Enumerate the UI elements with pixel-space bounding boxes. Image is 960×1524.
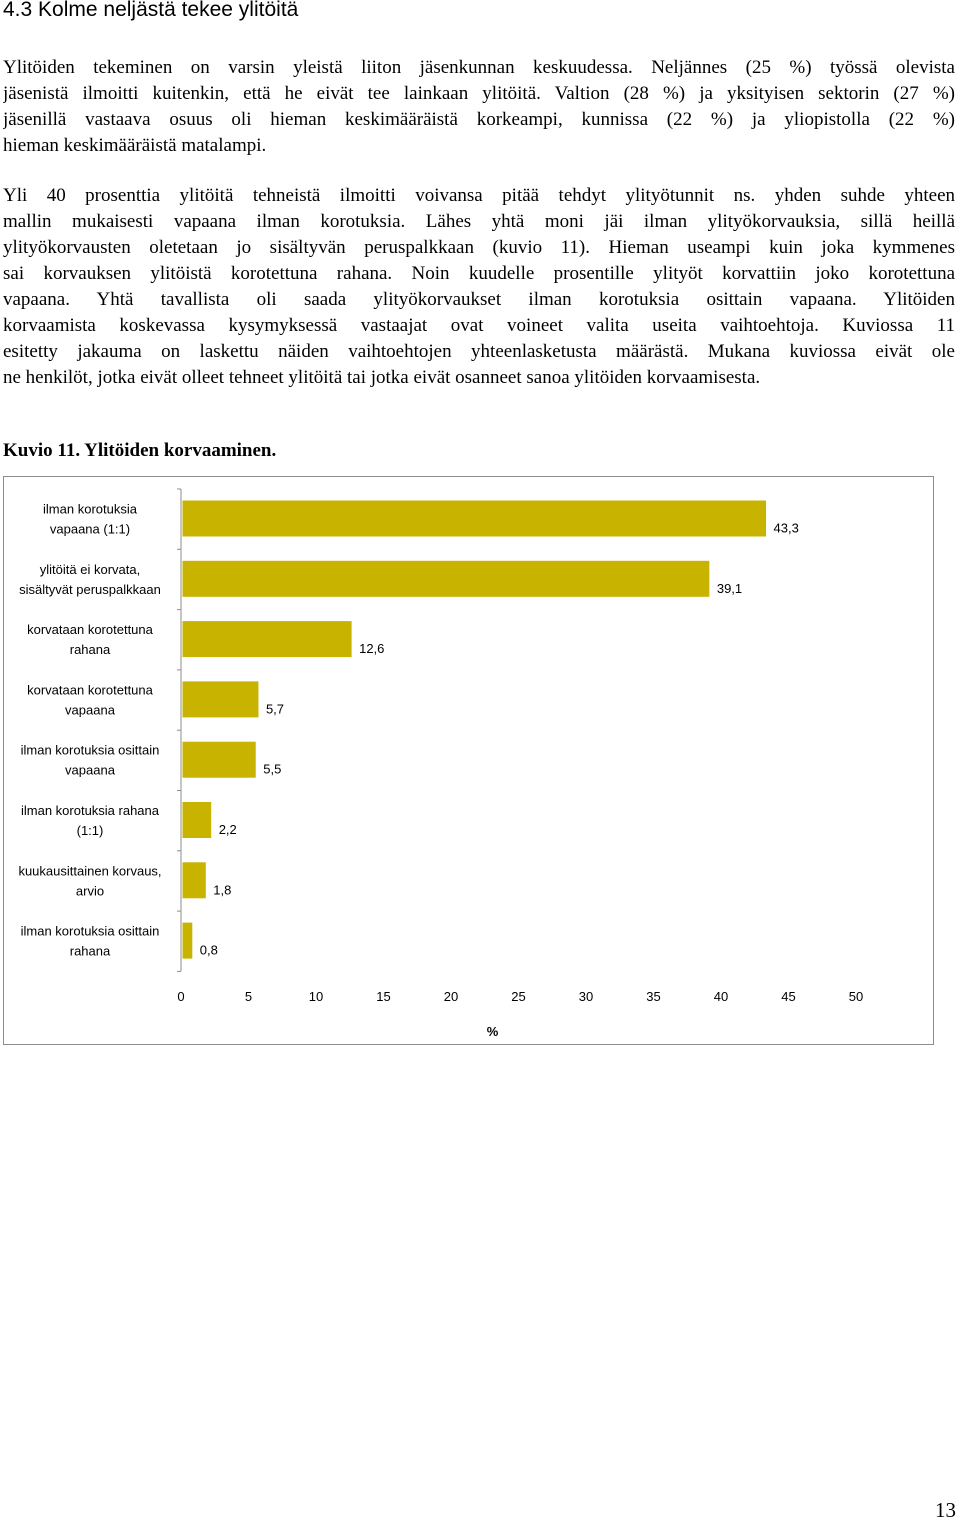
- x-tick-label: 10: [308, 989, 324, 1004]
- bar: [182, 681, 259, 718]
- value-label: 2,2: [218, 822, 237, 837]
- section-heading: 4.3 Kolme neljästä tekee ylitöitä: [3, 0, 299, 21]
- bar: [182, 802, 212, 839]
- category-label-line: korvataan korotettuna: [27, 622, 153, 638]
- category-label: [21, 743, 160, 778]
- x-tick-label: 30: [578, 989, 594, 1004]
- text-line: Yli 40 prosenttia ylitöitä tehneistä ilmoitti voivansa pitää tehdyt ylityötunnit ns. yhden suhde yhteen: [3, 185, 955, 206]
- category-label: [21, 924, 160, 959]
- category-label: [21, 803, 160, 838]
- category-label-line: vapaana (1:1): [49, 521, 131, 537]
- category-label-line: rahana: [69, 642, 111, 658]
- bar-chart-svg: [4, 477, 935, 1046]
- text-line: ne henkilöt, jotka eivät olleet tehneet ylitöitä tai jotka eivät osanneet sanoa ylitöiden korvaamisesta.: [3, 367, 761, 388]
- x-tick-label: 25: [511, 989, 526, 1004]
- page-number: 13: [935, 1498, 956, 1522]
- text-line: korvaamista koskevassa kysymyksessä vastaajat ovat voineet valita useita vaihtoehtoja. Kuviossa 11: [3, 315, 955, 336]
- bar-chart: [3, 476, 934, 1045]
- text-line: sai korvauksen ylitöistä korotettuna rahana. Noin kuudelle prosentille ylityöt korvattiin joko korotettuna: [3, 263, 955, 284]
- text-line: vapaana. Yhtä tavallista oli saada ylityökorvaukset ilman korotuksia osittain vapaana. Ylitöiden: [3, 289, 955, 310]
- category-label-line: ilman korotuksia osittain: [20, 742, 160, 758]
- category-label-line: ilman korotuksia: [43, 501, 137, 517]
- x-tick-label: 45: [781, 989, 796, 1004]
- text-line: esitetty jakauma on laskettu näiden vaihtoehtojen yhteenlasketusta määrästä. Mukana kuviossa eivät ole: [3, 341, 955, 362]
- bar: [182, 862, 206, 899]
- category-label-line: arvio: [75, 883, 105, 899]
- bar: [182, 621, 352, 658]
- x-tick-label: 35: [646, 989, 661, 1004]
- category-label-line: sisältyvät peruspalkkaan: [19, 581, 161, 597]
- category-label-line: ylitöitä ei korvata,: [39, 561, 141, 577]
- category-label-line: ilman korotuksia rahana: [20, 803, 160, 818]
- category-label: [18, 863, 161, 898]
- text-line: jäsenillä vastaava osuus oli hieman keskimääräistä korkeampi, kunnissa (22 %) ja yliopistolla (22 %): [3, 109, 955, 130]
- text-line: mallin mukaisesti vapaana ilman korotuksia. Lähes yhtä moni jäi ilman ylityökorvauksia, sillä heillä: [3, 211, 955, 232]
- x-tick-label: 15: [376, 989, 391, 1004]
- category-label-line: rahana: [69, 943, 111, 959]
- text-line: jäsenistä ilmoitti kuitenkin, että he eivät tee lainkaan ylitöitä. Valtion (28 %) ja yksityisen sektorin (27 %): [3, 83, 955, 104]
- category-label: [19, 562, 161, 597]
- figure-caption: Kuvio 11. Ylitöiden korvaaminen.: [3, 440, 277, 461]
- bar: [182, 922, 193, 959]
- x-tick-label: 40: [713, 989, 729, 1004]
- x-tick-label: 20: [443, 989, 459, 1004]
- category-label-line: kuukausittainen korvaus,: [18, 863, 162, 879]
- x-tick-label: 0: [177, 989, 185, 1004]
- value-label: 43,3: [773, 520, 799, 536]
- value-label: 5,7: [265, 701, 285, 717]
- category-label-line: (1:1): [76, 823, 104, 838]
- x-tick-label: 5: [244, 989, 253, 1004]
- value-label: 0,8: [199, 942, 218, 958]
- category-label-line: vapaana: [65, 702, 115, 718]
- text-line: Ylitöiden tekeminen on varsin yleistä liiton jäsenkunnan keskuudessa. Neljännes (25 %) työssä olevista: [3, 57, 955, 78]
- category-label-line: vapaana: [65, 762, 115, 778]
- paragraph-overtime-compensation: [3, 183, 955, 391]
- value-label: 1,8: [213, 882, 232, 898]
- value-label: 5,5: [263, 761, 282, 777]
- category-label: [43, 502, 138, 537]
- bar: [182, 741, 256, 778]
- text-line: hieman keskimääräistä matalampi.: [3, 135, 267, 156]
- text-line: ylityökorvausten oletetaan jo sisältyvän peruspalkkaan (kuvio 11). Hieman useampi kuin joka kymmenes: [3, 237, 955, 258]
- bar: [182, 500, 767, 537]
- value-label: 12,6: [359, 641, 385, 657]
- x-tick-label: 50: [848, 989, 864, 1004]
- category-label: [27, 682, 154, 717]
- category-label-line: ilman korotuksia osittain: [20, 923, 160, 939]
- category-label-line: korvataan korotettuna: [27, 682, 153, 698]
- bar: [182, 560, 710, 597]
- x-axis-title: %: [486, 1024, 499, 1039]
- category-label: [27, 622, 154, 657]
- value-label: 39,1: [716, 580, 743, 596]
- paragraph-overtime-prevalence: [3, 55, 955, 159]
